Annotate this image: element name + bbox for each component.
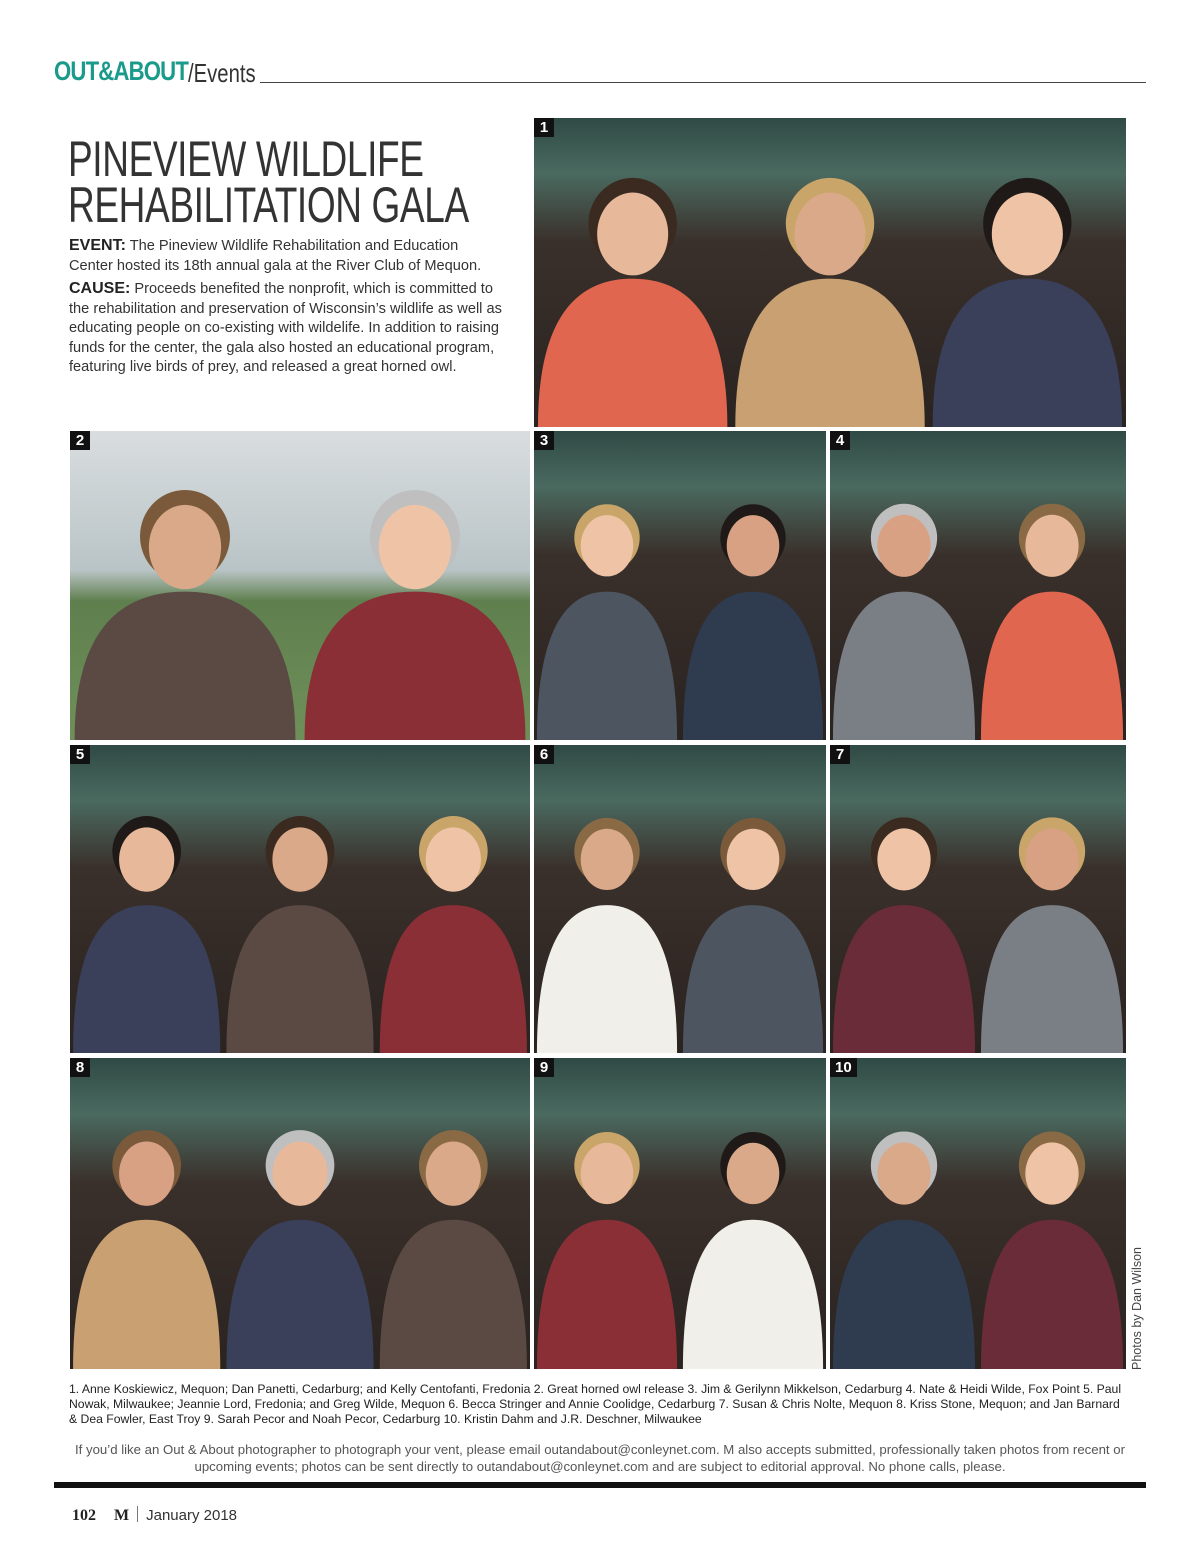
cause-label: CAUSE: [69, 280, 131, 297]
photo-3 [534, 431, 826, 740]
photo-1 [534, 118, 1126, 427]
photo-number: 8 [70, 1058, 90, 1077]
submission-note: If you’d like an Out & About photographer to photograph your vent, please email outandabout@conleynet.com. M also accepts submitted, professionally taken photos from recent or upcoming events; photos can be sent directly to outandabout@conleynet.com and are subject to editorial approval. No phone calls, please. [75, 1442, 1125, 1474]
section-name: OUT&ABOUT [54, 56, 189, 86]
photo-number: 7 [830, 745, 850, 764]
photo-9 [534, 1058, 826, 1369]
photo-number: 5 [70, 745, 90, 764]
photo-number: 3 [534, 431, 554, 450]
photo-scene [534, 431, 826, 740]
photo-scene [534, 118, 1126, 427]
photo-number: 2 [70, 431, 90, 450]
footer-rule [54, 1482, 1146, 1488]
footer-divider [137, 1506, 138, 1522]
header-rule [260, 82, 1146, 83]
photo-number: 10 [830, 1058, 857, 1077]
article-title: PINEVIEW WILDLIFE REHABILITATION GALA [68, 131, 469, 233]
cause-paragraph [69, 279, 505, 378]
event-paragraph [69, 236, 505, 276]
page-number: 102 [72, 1507, 96, 1524]
magazine-logo: M [114, 1507, 130, 1524]
photo-number: 6 [534, 745, 554, 764]
photo-scene [534, 745, 826, 1053]
photo-scene [534, 1058, 826, 1369]
event-label: EVENT: [69, 237, 126, 254]
photo-10 [830, 1058, 1126, 1369]
photo-4 [830, 431, 1126, 740]
photo-number: 1 [534, 118, 554, 137]
photo-scene [70, 431, 530, 740]
photo-6 [534, 745, 826, 1053]
photo-scene [830, 1058, 1126, 1369]
photo-2 [70, 431, 530, 740]
issue-date: January 2018 [146, 1507, 238, 1524]
photo-scene [830, 745, 1126, 1053]
photo-captions: 1. Anne Koskiewicz, Mequon; Dan Panetti, Cedarburg; and Kelly Centofanti, Fredonia 2. Great horned owl release 3. Jim & Gerilynn Mikkelson, Cedarburg 4. Nate & Heidi Wilde, Fox Point 5. Paul Nowak, Milwaukee; Jeannie Lord, Fredonia; and Greg Wilde, Mequon 6. Becca Stringer and Annie Coolidge, Cedarburg 7. Susan & Chris Nolte, Mequon 8. Kriss Stone, Mequon; and Jan Barnard & Dea Fowler, East Troy 9. Sarah Pecor and Noah Pecor, Cedarburg 10. Kristin Dahm and J.R. Deschner, Milwaukee [69, 1382, 1122, 1426]
section-subsection: /Events [188, 58, 256, 88]
cause-text: Proceeds benefited the nonprofit, which is committed to the rehabilitation and preservation of Wisconsin’s wildlife as well as educating people on co-existing with wildelife. In addition to raising funds for the center, the gala also hosted an educational program, featuring live birds of prey, and released a great horned owl. [69, 281, 502, 375]
article-intro [69, 236, 505, 381]
photo-scene [830, 431, 1126, 740]
photo-7 [830, 745, 1126, 1053]
photo-credit: Photos by Dan Wilson [1130, 1247, 1144, 1370]
photo-number: 4 [830, 431, 850, 450]
photo-8 [70, 1058, 530, 1369]
event-text: The Pineview Wildlife Rehabilitation and Education Center hosted its 18th annual gala at the River Club of Mequon. [69, 238, 482, 274]
photo-scene [70, 745, 530, 1053]
section-header [54, 56, 1146, 90]
photo-number: 9 [534, 1058, 554, 1077]
photo-scene [70, 1058, 530, 1369]
photo-5 [70, 745, 530, 1053]
page-footer [72, 1506, 237, 1526]
